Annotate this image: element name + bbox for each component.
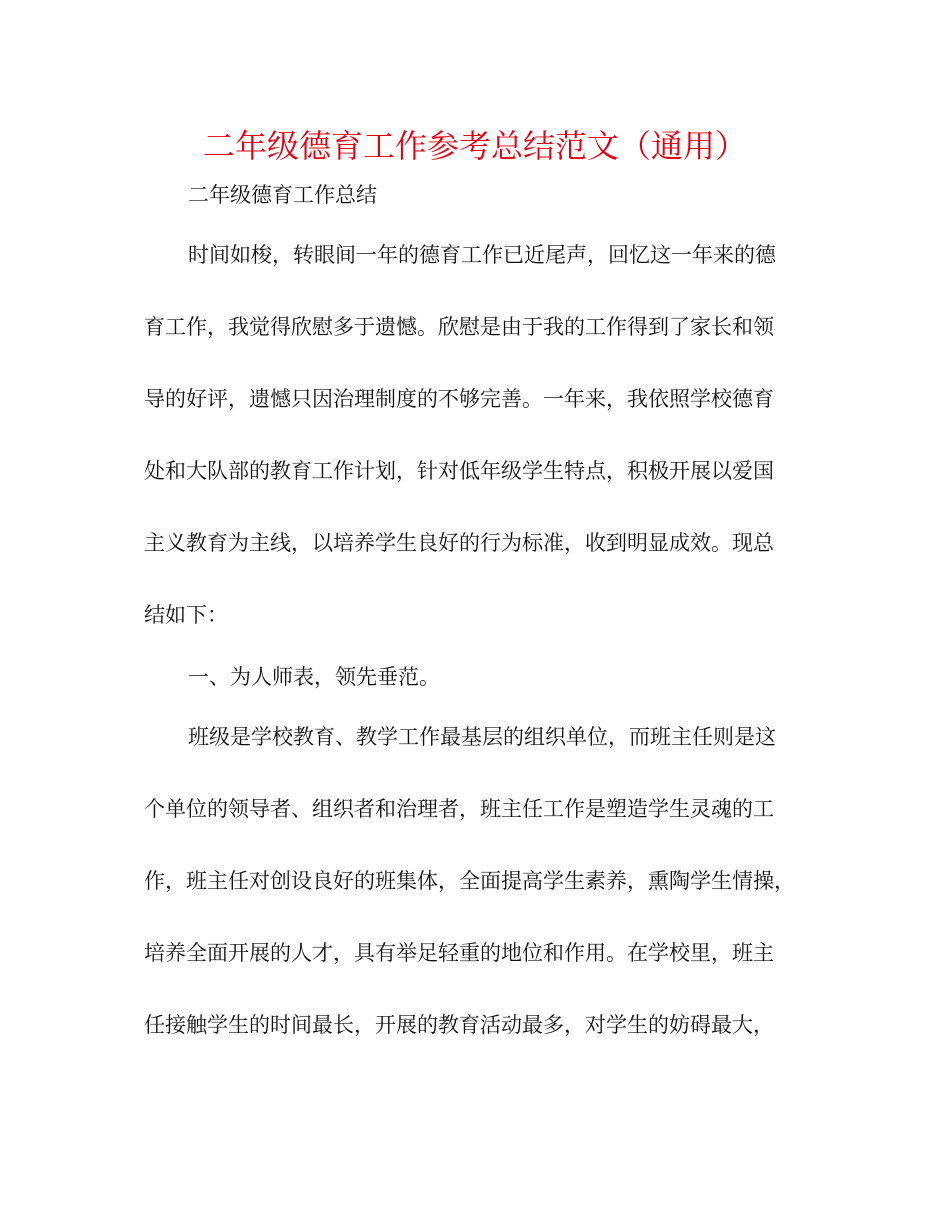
paragraph-line: 任接触学生的时间最长，开展的教育活动最多，对学生的妨碍最大， [144, 1013, 774, 1037]
paragraph-line: 培养全面开展的人才，具有举足轻重的地位和作用。在学校里，班主 [144, 941, 774, 965]
document-title: 二年级德育工作参考总结范文（通用） [202, 127, 747, 165]
document-subtitle: 二年级德育工作总结 [188, 183, 377, 207]
paragraph-line: 主义教育为主线，以培养学生良好的行为标准，收到明显成效。现总 [144, 531, 774, 555]
paragraph-line: 作，班主任对创设良好的班集体，全面提高学生素养，熏陶学生情操， [144, 869, 795, 893]
paragraph-line: 育工作，我觉得欣慰多于遗憾。欣慰是由于我的工作得到了家长和领 [144, 315, 774, 339]
section-heading: 一、为人师表，领先垂范。 [188, 665, 440, 689]
paragraph-line: 导的好评，遗憾只因治理制度的不够完善。一年来，我依照学校德育 [144, 387, 774, 411]
paragraph-line: 时间如梭，转眼间一年的德育工作已近尾声，回忆这一年来的德 [188, 243, 776, 267]
paragraph-line: 班级是学校教育、教学工作最基层的组织单位，而班主任则是这 [188, 725, 776, 749]
paragraph-line: 处和大队部的教育工作计划，针对低年级学生特点，积极开展以爱国 [144, 459, 774, 483]
paragraph-line: 个单位的领导者、组织者和治理者，班主任工作是塑造学生灵魂的工 [144, 797, 774, 821]
paragraph-line: 结如下： [144, 603, 228, 627]
